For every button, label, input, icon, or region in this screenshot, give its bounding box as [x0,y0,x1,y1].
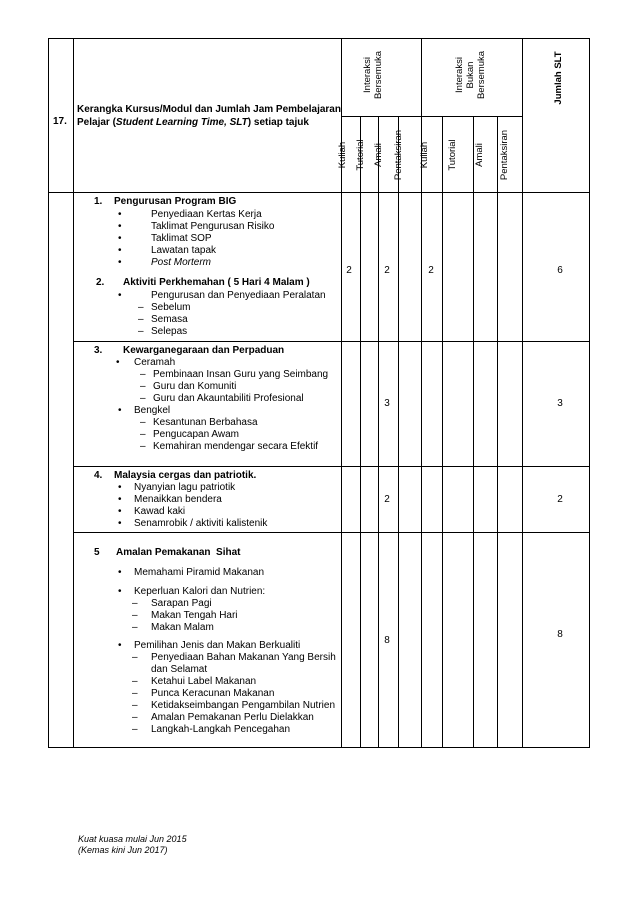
bullet-icon: • [118,405,122,416]
list-item: Langkah-Langkah Pencegahan [151,724,291,735]
row-divider [73,341,589,342]
dash-icon: – [132,712,138,723]
list-item: Taklimat Pengurusan Risiko [151,221,275,232]
value-amali: 8 [384,635,390,646]
row-divider [73,466,589,467]
bullet-icon: • [118,506,122,517]
dash-icon: – [132,598,138,609]
bullet-icon: • [118,494,122,505]
bullet-icon: • [118,221,122,232]
list-item: dan Selamat [151,664,208,675]
dash-icon: – [132,676,138,687]
list-item: Pemilihan Jenis dan Makan Berkualiti [134,640,301,651]
table-title-line1: Kerangka Kursus/Modul dan Jumlah Jam Pembelajaran [77,104,341,115]
list-item: Nyanyian lagu patriotik [134,482,236,493]
dash-icon: – [138,302,144,313]
item-heading: Malaysia cergas dan patriotik. [114,470,257,481]
subcol-kuliah-bb: Kuliah [419,141,430,169]
item-heading: Kewarganegaraan dan Perpaduan [123,345,285,356]
bullet-icon: • [118,640,122,651]
dash-icon: – [132,688,138,699]
list-item: Senamrobik / aktiviti kalistenik [134,518,268,529]
dash-icon: – [132,700,138,711]
value-total: 8 [557,629,563,640]
row-divider [341,116,522,117]
group-header-non-face-to-face: Interaksi Bukan Bersemuka [454,50,487,100]
footer-update-date: (Kemas kini Jun 2017) [78,845,168,855]
dash-icon: – [140,369,146,380]
bullet-icon: • [118,233,122,244]
list-item: Kesantunan Berbahasa [153,417,258,428]
value-total: 6 [557,265,563,276]
bullet-icon: • [116,357,120,368]
list-item: Guru dan Akauntabiliti Profesional [153,393,304,404]
group-header-face-to-face: Interaksi Bersemuka [362,50,384,100]
list-item: Kemahiran mendengar secara Efektif [153,441,319,452]
subcol-amali: Amali [373,143,384,167]
col-divider [442,116,443,747]
subcol-pentaksiran-bb: Pentaksiran [499,129,510,181]
list-item: Ketahui Label Makanan [151,676,257,687]
list-item: Lawatan tapak [151,245,217,256]
value-kuliah-bb: 2 [428,265,434,276]
dash-icon: – [138,326,144,337]
item-heading: Amalan Pemakanan Sihat [116,547,241,558]
list-item: Punca Keracunan Makanan [151,688,275,699]
dash-icon: – [140,381,146,392]
dash-icon: – [138,314,144,325]
dash-icon: – [132,610,138,621]
dash-icon: – [140,429,146,440]
bullet-icon: • [118,567,122,578]
subcol-tutorial-bb: Tutorial [447,139,458,171]
row-divider [73,532,589,533]
bullet-icon: • [118,257,122,268]
bullet-icon: • [118,482,122,493]
bullet-icon: • [118,586,122,597]
list-item: Sebelum [151,302,191,313]
row-divider [49,192,589,193]
list-item: Ceramah [134,357,176,368]
item-number: 1. [94,196,103,207]
list-item: Pengurusan dan Penyediaan Peralatan [151,290,326,301]
subcol-amali-bb: Amali [474,143,485,167]
list-item: Guru dan Komuniti [153,381,237,392]
list-item: Taklimat SOP [151,233,212,244]
item-number: 4. [94,470,103,481]
list-item: Sarapan Pagi [151,598,212,609]
list-item: Post Morterm [151,257,212,268]
item-heading: Pengurusan Program BIG [114,196,237,207]
list-item: Penyediaan Kertas Kerja [151,209,262,220]
list-item: Ketidakseimbangan Pengambilan Nutrien [151,700,336,711]
dash-icon: – [140,441,146,452]
list-item: Amalan Pemakanan Perlu Dielakkan [151,712,314,723]
list-item: Penyediaan Bahan Makanan Yang Bersih [151,652,336,663]
value-kuliah: 2 [346,265,352,276]
list-item: Keperluan Kalori dan Nutrien: [134,586,266,597]
col-divider [378,116,379,747]
bullet-icon: • [118,209,122,220]
subcol-pentaksiran: Pentaksiran [393,129,404,181]
dash-icon: – [132,652,138,663]
list-item: Makan Tengah Hari [151,610,238,621]
list-item: Memahami Piramid Makanan [134,567,265,578]
col-divider [497,116,498,747]
list-item: Pembinaan Insan Guru yang Seimbang [153,369,329,380]
item-number: 5 [94,547,100,558]
dash-icon: – [140,417,146,428]
col-divider [73,39,74,747]
subcol-kuliah: Kuliah [337,141,348,169]
subcol-tutorial: Tutorial [355,139,366,171]
dash-icon: – [140,393,146,404]
bullet-icon: • [118,245,122,256]
dash-icon: – [132,622,138,633]
table-title-line2: Pelajar (Student Learning Time, SLT) setiap tajuk [77,117,309,128]
list-item: Bengkel [134,405,171,416]
item-heading: Aktiviti Perkhemahan ( 5 Hari 4 Malam ) [123,277,310,288]
bullet-icon: • [118,290,122,301]
col-divider [360,116,361,747]
col-divider [473,116,474,747]
total-slt-header: Jumlah SLT [553,51,564,105]
row-number: 17. [53,116,67,127]
footer-effective-date: Kuat kuasa mulai Jun 2015 [78,834,187,844]
list-item: Makan Malam [151,622,214,633]
value-total: 2 [557,494,563,505]
col-divider [522,39,523,747]
value-amali: 2 [384,494,390,505]
col-divider [398,116,399,747]
dash-icon: – [132,724,138,735]
list-item: Menaikkan bendera [134,494,222,505]
item-number: 2. [96,277,105,288]
value-amali: 2 [384,265,390,276]
list-item: Selepas [151,326,188,337]
list-item: Semasa [151,314,188,325]
bullet-icon: • [118,518,122,529]
list-item: Kawad kaki [134,506,186,517]
item-number: 3. [94,345,103,356]
value-amali: 3 [384,398,390,409]
list-item: Pengucapan Awam [153,429,239,440]
value-total: 3 [557,398,563,409]
